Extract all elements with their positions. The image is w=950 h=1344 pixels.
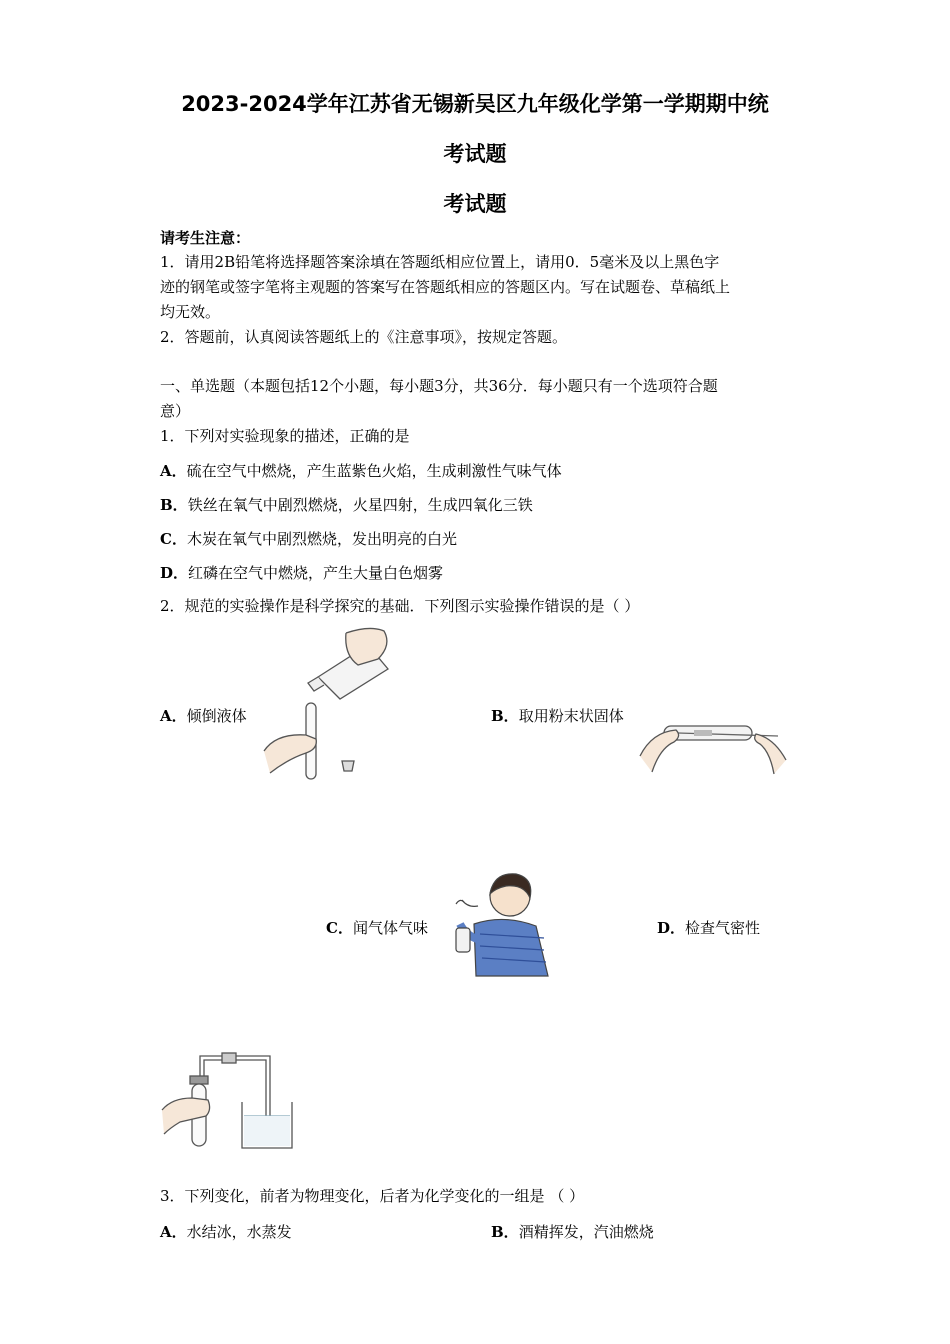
q2-option-d-text: 检查气密性 [685,919,761,937]
q1-option-c-label: C． [160,530,187,548]
page-subtitle: 考试题 [443,192,507,216]
notice-item-1-line-1: 1．请用2B铅笔将选择题答案涂填在答题纸相应位置上，请用0．5毫米及以上黑色字 [160,253,720,271]
q1-option-a-label: A． [160,462,187,480]
q2-option-c [326,917,428,938]
q2-stem: 2．规范的实验操作是科学探究的基础．下列图示实验操作错误的是（ ） [160,597,640,615]
notice-heading: 请考生注意： [160,229,251,247]
powder-spatula-illustration [638,712,788,782]
q2-option-d [657,917,760,938]
q1-stem: 1．下列对实验现象的描述，正确的是 [160,427,410,445]
q1-option-a [160,460,562,481]
q3-option-a [160,1221,292,1242]
q2-option-b-text: 取用粉末状固体 [518,707,624,725]
notice-item-1-line-2: 迹的钢笔或签字笔将主观题的答案写在答题纸相应的答题区内。写在试题卷、草稿纸上 [160,278,731,296]
q3-option-b-label: B． [491,1223,519,1241]
q2-option-c-text: 闻气体气味 [352,919,428,937]
q1-option-d-text: 红磷在空气中燃烧，产生大量白色烟雾 [188,564,444,582]
q2-option-a-label: A． [160,707,187,725]
q3-option-b-text: 酒精挥发，汽油燃烧 [518,1223,654,1241]
notice-item-2: 2．答题前，认真阅读答题纸上的《注意事项》，按规定答题。 [160,328,568,346]
q3-option-a-text: 水结冰，水蒸发 [186,1223,292,1241]
section-heading-line-1: 一、单选题（本题包括12个小题，每小题3分，共36分．每小题只有一个选项符合题 [160,377,718,395]
q1-option-b-label: B． [160,496,188,514]
q1-option-d [160,562,443,583]
q1-option-b [160,494,533,515]
q2-option-d-label: D． [657,919,686,937]
q1-option-c-text: 木炭在氧气中剧烈燃烧，发出明亮的白光 [186,530,457,548]
page-title-continued: 考试题 [443,142,507,166]
airtightness-check-illustration [160,1050,300,1154]
q3-stem: 3．下列变化，前者为物理变化，后者为化学变化的一组是 （ ） [160,1187,585,1205]
q2-option-a [160,705,247,726]
section-heading-line-2: 意） [160,402,191,420]
q3-option-b [491,1221,654,1242]
q1-option-a-text: 硫在空气中燃烧，产生蓝紫色火焰，生成刺激性气味气体 [186,462,562,480]
pouring-liquid-illustration [258,625,398,785]
page-title: 2023-2024学年江苏省无锡新吴区九年级化学第一学期期中统 [181,92,769,116]
smelling-gas-illustration [444,864,552,980]
notice-item-1-line-3: 均无效。 [160,303,221,321]
q1-option-c [160,528,457,549]
q2-option-b [491,705,624,726]
q2-option-c-label: C． [326,919,353,937]
q3-option-a-label: A． [160,1223,187,1241]
q1-option-d-label: D． [160,564,189,582]
q2-option-a-text: 倾倒液体 [186,707,247,725]
q2-option-b-label: B． [491,707,519,725]
q1-option-b-text: 铁丝在氧气中剧烈燃烧，火星四射，生成四氧化三铁 [187,496,533,514]
